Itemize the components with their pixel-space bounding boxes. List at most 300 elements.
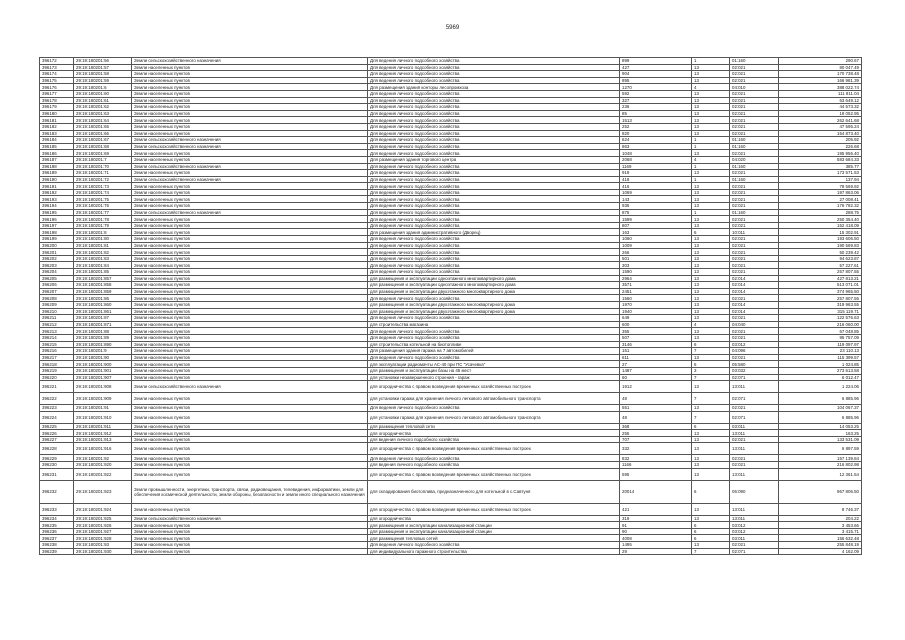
area-cell: 507 [620,334,692,341]
row-number-cell: 396206 [40,282,74,289]
kvri-code-cell: 03:011 [730,423,779,430]
cadastral-number-cell: 29:19:180201:928 [74,535,132,542]
group-code-cell: 13 [692,236,730,243]
row-number-cell: 396225 [40,423,74,430]
row-number-cell: 396210 [40,308,74,315]
permitted-use-cell: Для ведения личного подсобного хозяйства [368,97,620,104]
group-code-cell: 13 [692,269,730,276]
permitted-use-cell: Для ведения личного подсобного хозяйства [368,328,620,335]
land-category-cell: Земли населенных пунктов [132,262,368,269]
page-number: 5969 [445,25,460,31]
land-category-cell: Земли населенных пунктов [132,71,368,78]
group-code-cell: 13 [692,110,730,117]
cadastral-value-cell: 23 110.13 [779,348,862,355]
row-number-cell: 396186 [40,150,74,157]
kvri-code-cell: 03:032 [730,367,779,374]
kvri-code-cell: 02:021 [730,334,779,341]
land-category-cell: Земли населенных пунктов [132,123,368,130]
cadastral-number-cell: 29:19:180201:859 [74,288,132,295]
permitted-use-cell: Для размещения здания конторы лесопромхоза [368,84,620,91]
cadastral-number-cell: 29:19:180201:87 [74,315,132,322]
row-number-cell: 396238 [40,542,74,549]
land-category-cell: Земли населенных пунктов [132,308,368,315]
permitted-use-cell: Для ведения личного подсобного хозяйства [368,90,620,97]
row-number-cell: 396235 [40,522,74,529]
land-category-cell: Земли населенных пунктов [132,328,368,335]
land-category-cell: Земли населенных пунктов [132,97,368,104]
area-cell: 266 [620,249,692,256]
kvri-code-cell: 01:160 [730,163,779,170]
area-cell: 1069 [620,189,692,196]
table-row [40,308,862,315]
area-cell: 501 [620,255,692,262]
cadastral-number-cell: 29:19:180201:56 [74,58,132,65]
area-cell: 1166 [620,462,692,469]
land-category-cell: Земли населенных пунктов [132,170,368,177]
kvri-code-cell: 02:014 [730,282,779,289]
cadastral-number-cell: 29:19:180201:926 [74,522,132,529]
kvri-code-cell: 01:160 [730,209,779,216]
table-row [40,282,862,289]
kvri-code-cell: 05:580 [730,361,779,368]
row-number-cell: 396234 [40,515,74,522]
cadastral-value-cell: 50 239.42 [779,249,862,256]
table-row [40,341,862,348]
row-number-cell: 396204 [40,269,74,276]
group-code-cell: 13 [692,301,730,308]
group-code-cell: 13 [692,262,730,269]
table-row [40,71,862,78]
row-number-cell: 396197 [40,222,74,229]
cadastral-number-cell: 29:19:180201:908 [74,381,132,393]
group-code-cell: 13 [692,216,730,223]
land-category-cell: Земли населенных пунктов [132,301,368,308]
land-category-cell: Земли населенных пунктов [132,282,368,289]
land-category-cell: Земли населенных пунктов [132,315,368,322]
table-row [40,156,862,163]
group-code-cell: 6 [692,528,730,535]
permitted-use-cell: Для ведения личного подсобного хозяйства [368,269,620,276]
land-category-cell: Земли населенных пунктов [132,150,368,157]
cadastral-number-cell: 29:19:180201:79 [74,222,132,229]
permitted-use-cell: Для ведения личного подсобного хозяйства [368,354,620,361]
cadastral-value-cell: 166 981.39 [779,77,862,84]
area-cell: 368 [620,423,692,430]
group-code-cell: 13 [692,436,730,443]
cadastral-value-cell: 250 354.40 [779,216,862,223]
land-category-cell: Земли населенных пунктов [132,255,368,262]
kvri-code-cell: 04:020 [730,156,779,163]
land-category-cell: Земли населенных пунктов [132,288,368,295]
cadastral-value-cell: 157 139.84 [779,455,862,462]
cadastral-number-cell: 29:19:180201:70 [74,163,132,170]
permitted-use-cell: для размещения тепловых сетей [368,535,620,542]
land-category-cell: Земли населенных пунктов [132,455,368,462]
group-code-cell: 1 [692,137,730,144]
cadastral-value-cell: 8 746.37 [779,503,862,515]
cadastral-number-cell: 29:19:180201:74 [74,189,132,196]
area-cell: 332 [620,443,692,455]
cadastral-number-cell: 29:19:180201:930 [74,548,132,555]
area-cell: 1487 [620,367,692,374]
area-cell: 624 [620,137,692,144]
cadastral-value-cell: 170 738.48 [779,71,862,78]
kvri-code-cell: 02:021 [730,203,779,210]
land-category-cell: Земли населенных пунктов [132,348,368,355]
cadastral-number-cell: 29:19:180201:72 [74,176,132,183]
row-number-cell: 396224 [40,411,74,423]
table-row [40,262,862,269]
kvri-code-cell: 02:014 [730,301,779,308]
cadastral-number-cell: 29:19:180201:910 [74,411,132,423]
cadastral-number-cell: 29:19:180201:923 [74,480,132,503]
row-number-cell: 396180 [40,110,74,117]
group-code-cell: 13 [692,196,730,203]
permitted-use-cell: Для ведения личного подсобного хозяйства [368,295,620,302]
permitted-use-cell: Для ведения личного подсобного хозяйства [368,123,620,130]
group-code-cell: 13 [692,405,730,412]
permitted-use-cell: Для ведения личного подсобного хозяйства [368,249,620,256]
cadastral-value-cell: 190 569.83 [779,242,862,249]
kvri-code-cell: 02:021 [730,242,779,249]
cadastral-number-cell: 29:19:180201:6 [74,84,132,91]
kvri-code-cell: 02:021 [730,64,779,71]
cadastral-value-cell: 385.77 [779,163,862,170]
kvri-code-cell: 02:021 [730,455,779,462]
cadastral-value-cell: 193 606.50 [779,236,862,243]
kvri-code-cell: 02:021 [730,236,779,243]
permitted-use-cell: Для ведения личного подсобного хозяйства [368,196,620,203]
row-number-cell: 396193 [40,196,74,203]
group-code-cell: 13 [692,97,730,104]
group-code-cell: 3 [692,367,730,374]
cadastral-value-table [39,57,862,555]
cadastral-value-cell: 27 008.41 [779,196,862,203]
area-cell: 3571 [620,282,692,289]
table-row [40,176,862,183]
cadastral-number-cell: 29:19:180201:912 [74,430,132,437]
group-code-cell: 6 [692,361,730,368]
land-category-cell: Земли населенных пунктов [132,77,368,84]
permitted-use-cell: для огородничества с правом возведения временных хозяйственных построек [368,443,620,455]
table-row [40,405,862,412]
permitted-use-cell: Для ведения личного подсобного хозяйства [368,255,620,262]
permitted-use-cell: для эксплуатации радиомачты АС-40 при ПС "Усачевка" [368,361,620,368]
row-number-cell: 396201 [40,249,74,256]
area-cell: 60 [620,374,692,381]
cadastral-number-cell: 29:19:180201:71 [74,170,132,177]
land-category-cell: Земли населенных пунктов [132,90,368,97]
area-cell: 1270 [620,84,692,91]
kvri-code-cell: 02:014 [730,308,779,315]
permitted-use-cell: Для ведения личного подсобного хозяйства [368,130,620,137]
permitted-use-cell: Для ведения личного подсобного хозяйства [368,216,620,223]
kvri-code-cell: 03:012 [730,528,779,535]
cadastral-value-cell: 133 531.09 [779,436,862,443]
kvri-code-cell: 03:011 [730,535,779,542]
cadastral-value-cell: 290.67 [779,58,862,65]
group-code-cell: 6 [692,522,730,529]
kvri-code-cell: 02:021 [730,315,779,322]
kvri-code-cell: 13:011 [730,503,779,515]
table-row [40,137,862,144]
cadastral-number-cell: 29:19:180201:66 [74,130,132,137]
group-code-cell: 13 [692,71,730,78]
land-category-cell: Земли населенных пунктов [132,367,368,374]
row-number-cell: 396183 [40,130,74,137]
permitted-use-cell: для огородничества [368,515,620,522]
cadastral-value-cell: 216 060.00 [779,321,862,328]
row-number-cell: 396216 [40,348,74,355]
kvri-code-cell: 02:021 [730,295,779,302]
permitted-use-cell: Для ведения личного подсобного хозяйства [368,542,620,549]
cadastral-value-cell: 427 813.21 [779,275,862,282]
kvri-code-cell: 02:071 [730,393,779,405]
permitted-use-cell: для индивидуального гаражного строительства [368,548,620,555]
cadastral-number-cell: 29:19:180201:857 [74,275,132,282]
row-number-cell: 396179 [40,104,74,111]
row-number-cell: 396230 [40,462,74,469]
row-number-cell: 396220 [40,374,74,381]
cadastral-value-cell: 94 623.87 [779,255,862,262]
table-row [40,117,862,124]
kvri-code-cell: 02:021 [730,90,779,97]
area-cell: 29 [620,548,692,555]
group-code-cell: 7 [692,548,730,555]
row-number-cell: 396195 [40,209,74,216]
cadastral-value-cell: 78 569.92 [779,183,862,190]
kvri-code-cell: 01:160 [730,58,779,65]
table-row [40,367,862,374]
table-row [40,255,862,262]
permitted-use-cell: для размещения и эксплуатации канализационной станции [368,528,620,535]
row-number-cell: 396181 [40,117,74,124]
row-number-cell: 396182 [40,123,74,130]
permitted-use-cell: для установки гаража для хранения личного легкового автомобильного транспорта [368,393,620,405]
group-code-cell: 13 [692,443,730,455]
cadastral-number-cell: 29:19:180201:871 [74,321,132,328]
group-code-cell: 13 [692,430,730,437]
table-row [40,97,862,104]
group-code-cell: 13 [692,170,730,177]
permitted-use-cell: для размещения и эксплуатации двухэтажного многоквартирного дома [368,288,620,295]
cadastral-number-cell: 29:19:180201:65 [74,123,132,130]
permitted-use-cell: Для ведения личного подсобного хозяйства [368,222,620,229]
cadastral-number-cell: 29:19:180201:900 [74,361,132,368]
group-code-cell: 13 [692,328,730,335]
area-cell: 327 [620,97,692,104]
group-code-cell: 1 [692,176,730,183]
land-category-cell: Земли населенных пунктов [132,503,368,515]
land-category-cell: Земли населенных пунктов [132,430,368,437]
cadastral-number-cell: 29:19:180201:64 [74,117,132,124]
land-category-cell: Земли населенных пунктов [132,535,368,542]
land-category-cell: Земли населенных пунктов [132,84,368,91]
cadastral-number-cell: 29:19:180201:922 [74,468,132,480]
cadastral-value-cell: 12 361.54 [779,468,862,480]
table-row [40,104,862,111]
group-code-cell: 1 [692,209,730,216]
permitted-use-cell: Для ведения личного подсобного хозяйства [368,315,620,322]
area-cell: 2964 [620,275,692,282]
area-cell: 1912 [620,381,692,393]
cadastral-number-cell: 29:19:180201:88 [74,328,132,335]
table-row [40,150,862,157]
kvri-code-cell: 02:021 [730,183,779,190]
kvri-code-cell: 02:021 [730,77,779,84]
land-category-cell: Земли населенных пунктов [132,275,368,282]
land-category-cell: Земли населенных пунктов [132,189,368,196]
table-row [40,423,862,430]
table-row [40,361,862,368]
permitted-use-cell: Для ведения личного подсобного хозяйства [368,203,620,210]
row-number-cell: 396209 [40,301,74,308]
table-row [40,480,862,503]
cadastral-value-cell: 513 071.01 [779,282,862,289]
cadastral-number-cell: 29:19:180201:9 [74,348,132,355]
cadastral-value-cell: 122 576.63 [779,315,862,322]
group-code-cell: 13 [692,249,730,256]
table-row [40,468,862,480]
cadastral-number-cell: 29:19:180201:911 [74,423,132,430]
area-cell: 875 [620,209,692,216]
table-row [40,216,862,223]
area-cell: 236 [620,104,692,111]
group-code-cell: 13 [692,282,730,289]
cadastral-value-cell: 1 224.06 [779,381,862,393]
area-cell: 303 [620,262,692,269]
area-cell: 3146 [620,341,692,348]
kvri-code-cell: 13:011 [730,443,779,455]
row-number-cell: 396191 [40,183,74,190]
kvri-code-cell: 01:160 [730,143,779,150]
group-code-cell: 1 [692,163,730,170]
cadastral-number-cell: 29:19:180201:84 [74,262,132,269]
kvri-code-cell: 02:021 [730,542,779,549]
kvri-code-cell: 02:021 [730,104,779,111]
table-row [40,462,862,469]
row-number-cell: 396205 [40,275,74,282]
table-row [40,123,862,130]
cadastral-value-cell: 57 227.61 [779,262,862,269]
cadastral-number-cell: 29:19:180201:67 [74,137,132,144]
cadastral-value-cell: 6 897.59 [779,443,862,455]
table-row [40,295,862,302]
group-code-cell: 7 [692,374,730,381]
land-category-cell: Земли населенных пунктов [132,522,368,529]
kvri-code-cell: 02:021 [730,269,779,276]
area-cell: 1599 [620,216,692,223]
area-cell: 551 [620,405,692,412]
table-row [40,110,862,117]
permitted-use-cell: для установки незавершенного строения - гараж [368,374,620,381]
cadastral-number-cell: 29:19:180201:91 [74,405,132,412]
row-number-cell: 396198 [40,229,74,236]
cadastral-number-cell: 29:19:180201:69 [74,150,132,157]
kvri-code-cell: 02:071 [730,548,779,555]
permitted-use-cell: для строительства магазина [368,321,620,328]
group-code-cell: 13 [692,275,730,282]
permitted-use-cell: Для ведения личного подсобного хозяйства [368,334,620,341]
cadastral-value-cell: 15 302.91 [779,229,862,236]
table-row [40,436,862,443]
permitted-use-cell: Для размещения здания гаража на 7 автомобилей [368,348,620,355]
permitted-use-cell: Для ведения личного подсобного хозяйства [368,58,620,65]
permitted-use-cell: Для ведения личного подсобного хозяйства [368,104,620,111]
land-category-cell: Земли населенных пунктов [132,104,368,111]
table-row [40,130,862,137]
land-category-cell: Земли населенных пунктов [132,411,368,423]
area-cell: 151 [620,348,692,355]
area-cell: 48 [620,393,692,405]
area-cell: 820 [620,130,692,137]
cadastral-number-cell: 29:19:180201:890 [74,341,132,348]
cadastral-value-cell: 154 873.40 [779,130,862,137]
land-category-cell: Земли населенных пунктов [132,249,368,256]
table-row [40,249,862,256]
table-row [40,522,862,529]
group-code-cell: 13 [692,150,730,157]
cadastral-number-cell: 29:19:180201:93 [74,542,132,549]
land-category-cell: Земли населенных пунктов [132,321,368,328]
row-number-cell: 396211 [40,315,74,322]
row-number-cell: 396215 [40,341,74,348]
cadastral-value-cell: 111 811.04 [779,90,862,97]
cadastral-value-cell: 67 048.85 [779,328,862,335]
kvri-code-cell: 06:090 [730,480,779,503]
row-number-cell: 396185 [40,143,74,150]
group-code-cell: 4 [692,84,730,91]
area-cell: 255 [620,430,692,437]
group-code-cell: 13 [692,462,730,469]
row-number-cell: 396177 [40,90,74,97]
permitted-use-cell: для размещения и эксплуатации канализационной станции [368,522,620,529]
kvri-code-cell: 13:011 [730,468,779,480]
cadastral-value-cell: 255 848.19 [779,542,862,549]
cadastral-value-cell: 115 399.57 [779,354,862,361]
group-code-cell: 13 [692,242,730,249]
land-category-cell: Земли сельскохозяйственного назначения [132,515,368,522]
area-cell: 707 [620,436,692,443]
permitted-use-cell: Для ведения личного подсобного хозяйства [368,242,620,249]
cadastral-value-cell: 80 047.49 [779,64,862,71]
area-cell: 1048 [620,150,692,157]
area-cell: 1940 [620,308,692,315]
kvri-code-cell: 02:021 [730,196,779,203]
cadastral-value-cell: 226.68 [779,143,862,150]
cadastral-value-cell: 262 641.68 [779,117,862,124]
table-row [40,542,862,549]
area-cell: 895 [620,77,692,84]
kvri-code-cell: 02:021 [730,150,779,157]
group-code-cell: 7 [692,348,730,355]
group-code-cell: 13 [692,183,730,190]
land-category-cell: Земли населенных пунктов [132,393,368,405]
land-category-cell: Земли сельскохозяйственного назначения [132,137,368,144]
group-code-cell: 13 [692,515,730,522]
permitted-use-cell: для ведения личного подсобного хозяйства [368,436,620,443]
permitted-use-cell: Для ведения личного подсобного хозяйства [368,262,620,269]
row-number-cell: 396214 [40,334,74,341]
group-code-cell: 13 [692,104,730,111]
area-cell: 4008 [620,535,692,542]
permitted-use-cell: для размещения и эксплуатации одноэтажного многоквартирного дома [368,282,620,289]
land-category-cell: Земли населенных пунктов [132,196,368,203]
group-code-cell: 13 [692,255,730,262]
area-cell: 595 [620,468,692,480]
row-number-cell: 396178 [40,97,74,104]
area-cell: 48 [620,411,692,423]
